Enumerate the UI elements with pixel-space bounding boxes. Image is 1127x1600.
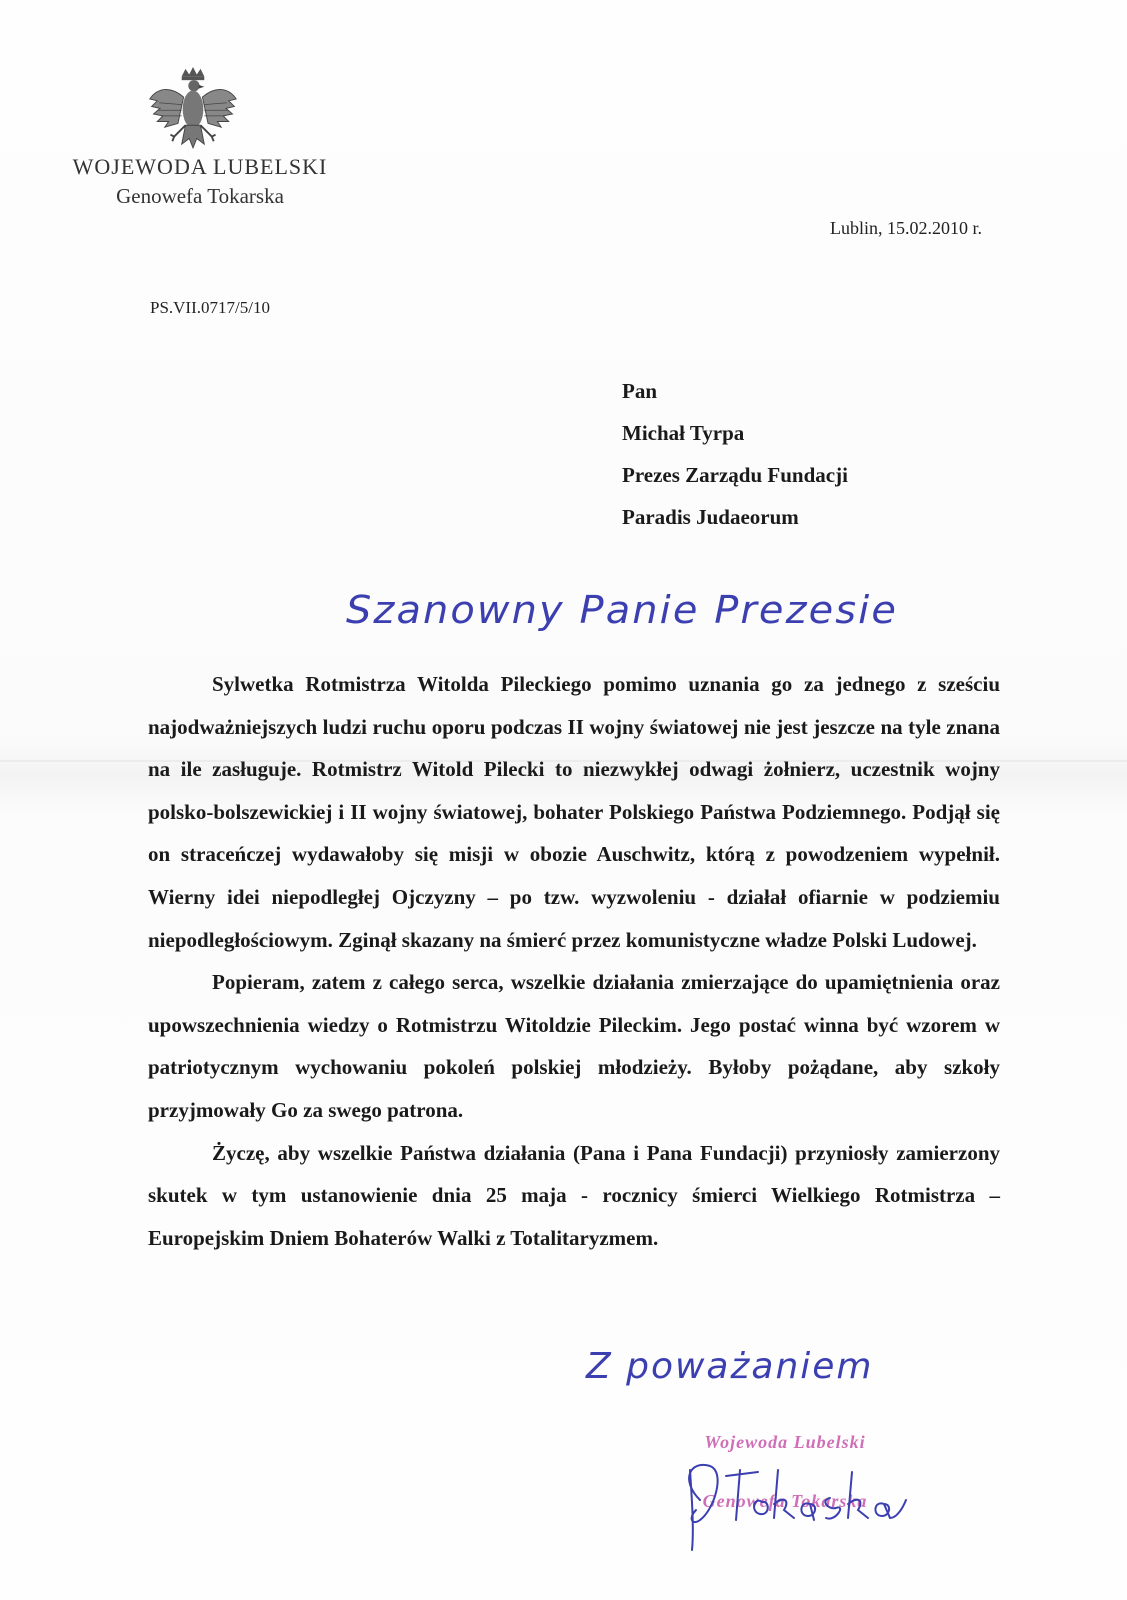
recipient-line: Paradis Judaeorum bbox=[622, 505, 799, 529]
eagle-emblem-icon bbox=[146, 66, 240, 162]
body-paragraph: Sylwetka Rotmistrza Witolda Pileckiego pomimo uznania go za jednego z sześciu najodważniejszych ludzi ruchu oporu podczas II wojny światowej nie jest jeszcze na tyle znana na ile zasługuje. Rotmistrz Witold Pilecki to niezwykłej odwagi żołnierz, uczestnik wojny polsko-bolszewickiej i II wojny światowej, bohater Polskiego Państwa Podziemnego. Podjął się on straceńczej wydawałoby się misji w obozie Auschwitz, którą z powodzeniem wypełnił. Wierny idei niepodległej Ojczyzny – po tzw. wyzwoleniu - działał ofiarnie w podziemiu niepodległościowym. Zginął skazany na śmierć przez komunistyczne władze Polski Ludowej. bbox=[148, 672, 1000, 952]
body-paragraph: Życzę, aby wszelkie Państwa działania (Pana i Pana Fundacji) przyniosły zamierzony skutek w tym ustanowienie dnia 25 maja - rocznicy śmierci Wielkiego Rotmistrza – Europejskim Dniem Bohaterów Walki z Totalitaryzmem. bbox=[148, 1140, 1000, 1250]
letterhead-office: WOJEWODA LUBELSKI bbox=[72, 154, 328, 179]
body-paragraph: Popieram, zatem z całego serca, wszelkie działania zmierzające do upamiętnienia oraz upowszechnienia wiedzy o Rotmistrzu Witoldzie Pileckim. Jego postać winna być wzorem w patriotycznym wychowaniu pokoleń polskiej młodzieży. Byłoby pożądane, aby szkoły przyjmowały Go za swego patrona. bbox=[148, 970, 1000, 1122]
letterhead-official-name: Genowefa Tokarska bbox=[116, 184, 284, 208]
recipient-line: Prezes Zarządu Fundacji bbox=[622, 463, 848, 487]
recipient-address bbox=[622, 370, 848, 538]
handwritten-greeting: Szanowny Panie Prezesie bbox=[346, 588, 898, 632]
handwritten-closing: Z poważaniem bbox=[586, 1346, 874, 1387]
stamp-title: Wojewoda Lubelski bbox=[704, 1432, 866, 1452]
recipient-line: Michał Tyrpa bbox=[622, 421, 745, 445]
stamp-name: Genowefa Tokarska bbox=[702, 1491, 868, 1511]
date-line: Lublin, 15.02.2010 r. bbox=[830, 218, 982, 238]
handwritten-signature bbox=[670, 1400, 910, 1560]
reference-number: PS.VII.0717/5/10 bbox=[150, 298, 270, 317]
recipient-line: Pan bbox=[622, 379, 658, 403]
letter-body bbox=[148, 663, 1000, 1259]
